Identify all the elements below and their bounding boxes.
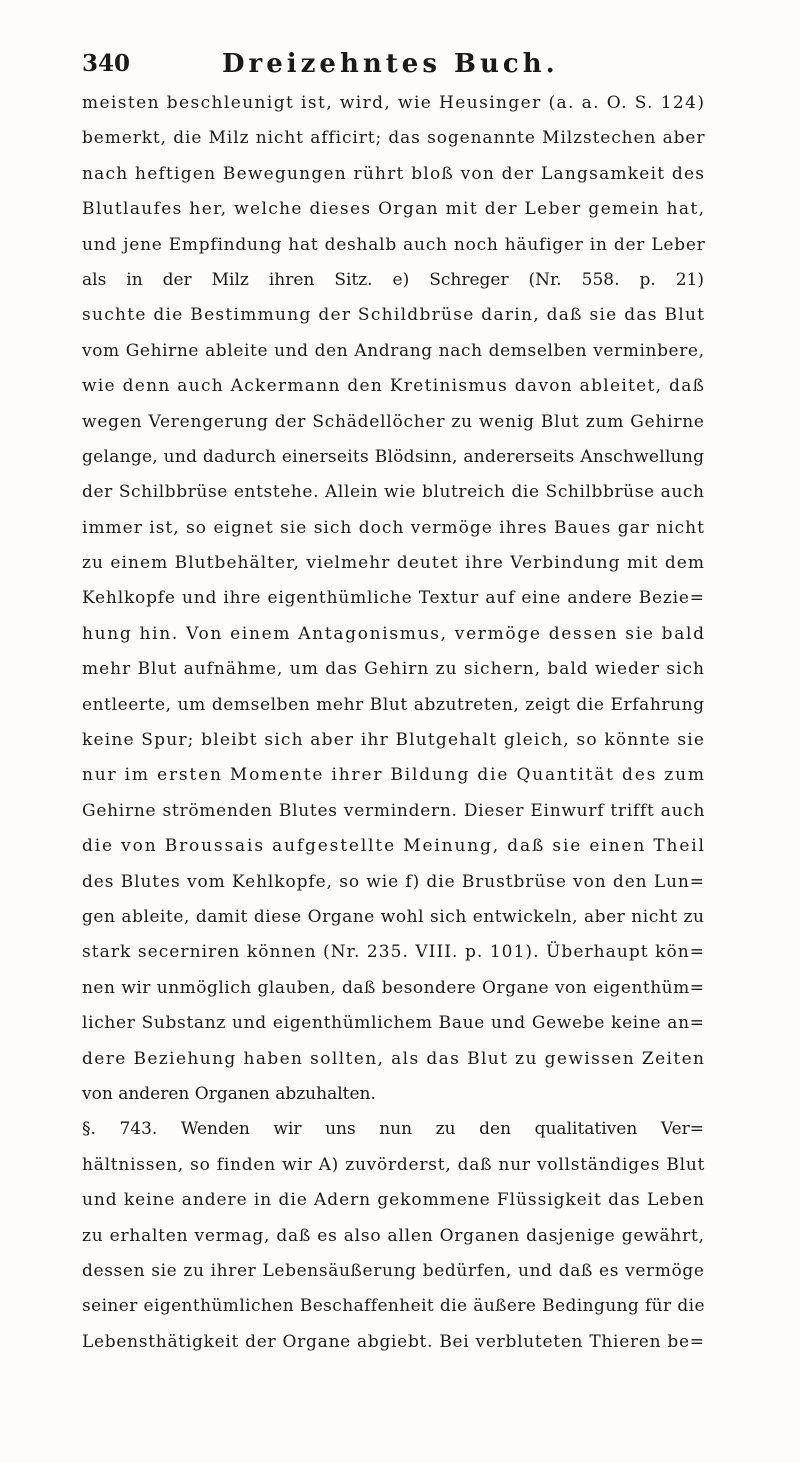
text-line: wegen Verengerung der Schädellöcher zu wenig Blut zum Gehirne: [82, 411, 705, 432]
text-line: die von Broussais aufgestellte Meinung, daß sie einen Theil: [82, 836, 706, 857]
text-line: mehr Blut aufnähme, um das Gehirn zu sichern, bald wieder sich: [82, 659, 705, 680]
text-line: seiner eigenthümlichen Beschaffenheit die äußere Bedingung für die: [82, 1296, 705, 1317]
text-line: hung hin. Von einem Antagonismus, vermöge dessen sie bald: [82, 623, 706, 644]
text-line: Kehlkopfe und ihre eigenthümliche Textur auf eine andere Bezie=: [82, 588, 705, 609]
text-line: suchte die Bestimmung der Schildbrüse darin, daß sie das Blut: [82, 305, 706, 326]
text-line: hältnissen, so finden wir A) zuvörderst, daß nur vollständiges Blut: [82, 1154, 706, 1175]
text-line: meisten beschleunigt ist, wird, wie Heusinger (a. a. O. S. 124): [82, 93, 706, 113]
text-line: stark secerniren können (Nr. 235. VIII. p. 101). Überhaupt kön=: [82, 942, 706, 963]
text-line: und keine andere in die Adern gekommene Flüssigkeit das Leben: [82, 1190, 705, 1211]
text-line: Gehirne strömenden Blutes vermindern. Dieser Einwurf trifft auch: [82, 800, 706, 821]
text-line: vom Gehirne ableite und den Andrang nach demselben verminbere,: [82, 340, 705, 361]
text-line: §. 743. Wenden wir uns nun zu den qualitativen Ver=: [82, 1119, 704, 1140]
page-header: [82, 44, 722, 84]
text-line: und jene Empfindung hat deshalb auch noch häufiger in der Leber: [82, 234, 706, 255]
text-line: entleerte, um demselben mehr Blut abzutreten, zeigt die Erfahrung: [82, 694, 705, 715]
text-line: nach heftigen Bewegungen rührt bloß von der Langsamkeit des: [82, 163, 706, 184]
text-line: gelange, und dadurch einerseits Blödsinn, andererseits Anschwellung: [82, 446, 705, 467]
text-line: der Schilbbrüse entstehe. Allein wie blutreich die Schilbbrüse auch: [82, 482, 705, 503]
text-line: keine Spur; bleibt sich aber ihr Blutgehalt gleich, so könnte sie: [82, 730, 706, 751]
text-line: Lebensthätigkeit der Organe abgiebt. Bei verbluteten Thieren be=: [82, 1331, 705, 1352]
text-line: als in der Milz ihren Sitz. e) Schreger (Nr. 558. p. 21): [82, 269, 704, 290]
text-line: zu einem Blutbehälter, vielmehr deutet ihre Verbindung mit dem: [82, 553, 706, 574]
page-number: 340: [82, 50, 131, 77]
text-line: nen wir unmöglich glauben, daß besondere Organe von eigenthüm=: [82, 977, 705, 998]
text-line: wie denn auch Ackermann den Kretinismus davon ableitet, daß: [82, 376, 706, 397]
text-line: Blutlaufes her, welche dieses Organ mit der Leber gemein hat,: [82, 199, 706, 220]
text-line: dere Beziehung haben sollten, als das Blut zu gewissen Zeiten: [82, 1048, 706, 1069]
text-line: von anderen Organen abzuhalten.: [82, 1083, 376, 1104]
running-title: Dreizehntes Buch.: [222, 49, 559, 79]
text-line: zu erhalten vermag, daß es also allen Organen dasjenige gewährt,: [82, 1225, 705, 1246]
text-line: gen ableite, damit diese Organe wohl sich entwickeln, aber nicht zu: [82, 906, 705, 927]
text-line: licher Substanz und eigenthümlichem Baue und Gewebe keine an=: [82, 1013, 705, 1034]
body-text: [82, 86, 704, 1360]
text-line: immer ist, so eignet sie sich doch vermöge ihres Baues gar nicht: [82, 517, 705, 538]
text-line: bemerkt, die Milz nicht afficirt; das sogenannte Milzstechen aber: [82, 128, 706, 149]
text-line: dessen sie zu ihrer Lebensäußerung bedürfen, und daß es vermöge: [82, 1260, 705, 1281]
text-line: nur im ersten Momente ihrer Bildung die Quantität des zum: [82, 765, 706, 786]
text-line: des Blutes vom Kehlkopfe, so wie f) die Brustbrüse von den Lun=: [82, 871, 705, 892]
